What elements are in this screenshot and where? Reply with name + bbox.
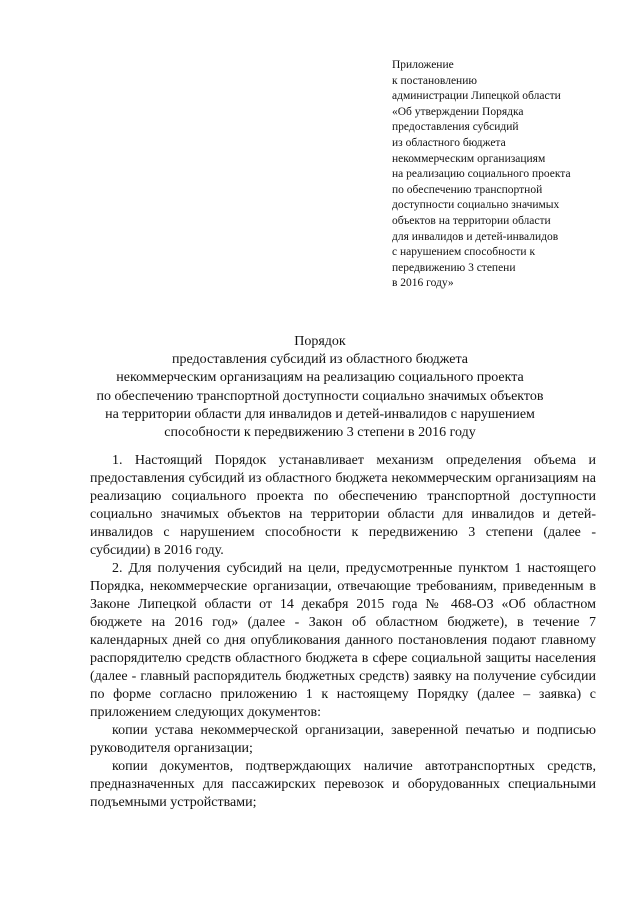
paragraph-list-item: копии документов, подтверждающих наличие автотранспортных средств, предназначенных для пассажирских перевозок и оборудованных специальными подъемными устройствами; xyxy=(90,759,596,810)
appendix-line: в 2016 году» xyxy=(392,277,454,290)
paragraph-1: 1. Настоящий Порядок устанавливает механизм определения объема и предоставления субсидий из областного бюджета некоммерческим организациям на реализацию социального проекта по обеспечению транспортной доступности социально значимых объектов на территории области для инвалидов и детей-инвалидов с нарушением способности к передвижению 3 степени (далее - субсидии) в 2016 году. xyxy=(90,453,596,558)
title-line: способности к передвижению 3 степени в 2016 году xyxy=(164,425,476,441)
appendix-line: с нарушением способности к xyxy=(392,246,536,259)
paragraph-2: 2. Для получения субсидий на цели, предусмотренные пунктом 1 настоящего Порядка, некоммерческие организации, отвечающие требованиям, приведенным в Законе Липецкой области от 14 декабря 2015 года № 468-ОЗ «Об областном бюджете на 2016 год» (далее - Закон об областном бюджете), в течение 7 календарных дней со дня опубликования данного постановления подают главному распорядителю средств областного бюджета в сфере социальной защиты населения (далее - главный распорядитель бюджетных средств) заявку на получение субсидии по форме согласно приложению 1 к настоящему Порядку (далее – заявка) с приложением следующих документов: xyxy=(90,561,596,720)
appendix-line: Приложение xyxy=(392,59,454,71)
document-title xyxy=(80,333,560,442)
title-line: предоставления субсидий из областного бюджета xyxy=(172,352,468,368)
appendix-line: передвижению 3 степени xyxy=(392,261,516,274)
appendix-line: из областного бюджета xyxy=(392,136,506,149)
appendix-line: доступности социально значимых xyxy=(392,199,560,212)
title-line: на территории области для инвалидов и детей-инвалидов с нарушением xyxy=(105,406,535,422)
appendix-line: администрации Липецкой области xyxy=(392,90,561,103)
appendix-line: для инвалидов и детей-инвалидов xyxy=(392,230,559,243)
appendix-line: по обеспечению транспортной xyxy=(392,183,543,196)
appendix-header xyxy=(392,58,632,292)
appendix-line: объектов на территории области xyxy=(392,214,551,227)
paragraph-list-item: копии устава некоммерческой организации, заверенной печатью и подписью руководителя организации; xyxy=(90,723,596,756)
document-body xyxy=(90,452,596,812)
title-line: по обеспечению транспортной доступности социально значимых объектов xyxy=(96,388,544,404)
title-line: Порядок xyxy=(294,334,346,349)
appendix-line: на реализацию социального проекта xyxy=(392,168,571,181)
appendix-line: «Об утверждении Порядка xyxy=(392,105,524,118)
title-line: некоммерческим организациям на реализацию социального проекта xyxy=(116,370,524,386)
appendix-line: некоммерческим организациям xyxy=(392,152,546,165)
appendix-line: к постановлению xyxy=(392,74,477,87)
appendix-line: предоставления субсидий xyxy=(392,121,519,134)
